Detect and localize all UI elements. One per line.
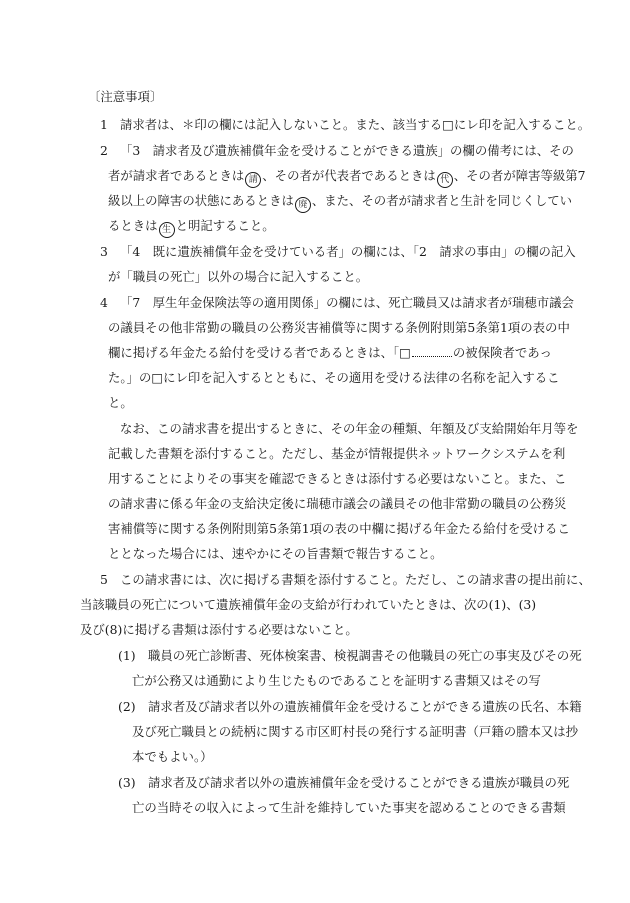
- item-2-line-2: [108, 167, 586, 188]
- item-5-line-3: 及び(8)に掲げる書類は添付する必要はないこと。: [80, 622, 358, 637]
- subitem-3-line-1: 請求者及び請求者以外の遺族補償年金を受けることができる遺族が職員の死: [148, 775, 570, 790]
- text-run: るときは: [108, 218, 158, 233]
- subitem-2-line-2: 及び死亡職員との続柄に関する市区町村長の発行する証明書（戸籍の謄本又は抄: [132, 724, 579, 739]
- item-4-number: 4: [100, 295, 108, 310]
- note-paragraph-line-1: なお、この請求書を提出するときに、その年金の種類、年額及び支給開始年月等を: [120, 421, 579, 436]
- subitem-3-number: (3): [118, 775, 136, 790]
- text-run: 、また、その者が請求者と生計を同じくしてい: [311, 193, 573, 208]
- text-run: 欄に掲げる年金たる給付を受ける者であるときは、「□: [108, 345, 411, 360]
- item-1-text: 請求者は、＊印の欄には記入しないこと。また、該当する□にレ印を記入すること。: [120, 117, 591, 132]
- text-run: 、その者が障害等級第7: [453, 168, 586, 183]
- blank-dotted-line: [412, 347, 452, 357]
- subitem-1-line-2: 亡が公務又は通勤により生じたものであることを証明する書類又はその写: [132, 673, 541, 688]
- item-2-line-1: 「3 請求者及び遺族補償年金を受けることができる遺族」の欄の備考には、その: [120, 143, 574, 158]
- subitem-1-number: (1): [118, 648, 136, 663]
- item-2-line-4: [108, 217, 275, 238]
- item-5-number: 5: [100, 572, 108, 587]
- circled-mark-disabled: 廃: [295, 197, 311, 213]
- text-run: 者が請求者であるときは: [108, 168, 245, 183]
- item-1-number: 1: [100, 117, 108, 132]
- text-run: と明記すること。: [175, 218, 275, 233]
- text-run: 級以上の障害の状態にあるときは: [108, 193, 294, 208]
- item-4-line-2: の議員その他非常勤の職員の公務災害補償等に関する条例附則第5条第1項の表の中: [108, 320, 570, 335]
- item-3-number: 3: [100, 244, 108, 259]
- subitem-2-number: (2): [118, 699, 136, 714]
- item-3-line-2: が「職員の死亡」以外の場合に記入すること。: [108, 269, 369, 284]
- subitem-3-line-2: 亡の当時その収入によって生計を維持していた事実を認めることのできる書類: [132, 800, 566, 815]
- subitem-2-line-3: 本でもよい。）: [132, 749, 213, 764]
- note-paragraph-line-4: の請求書に係る年金の支給決定後に瑞穂市議会の議員その他非常勤の職員の公務災: [108, 496, 567, 511]
- subitem-2-line-1: 請求者及び請求者以外の遺族補償年金を受けることができる遺族の氏名、本籍: [148, 699, 582, 714]
- subitem-1-line-1: 職員の死亡診断書、死体検案書、検視調書その他職員の死亡の事実及びその死: [148, 648, 582, 663]
- item-3-line-1: 「4 既に遺族補償年金を受けている者」の欄には、「2 請求の事由」の欄の記入: [120, 244, 576, 259]
- item-4-line-3: [108, 344, 552, 361]
- note-paragraph-line-5: 害補償等に関する条例附則第5条第1項の表の中欄に掲げる年金たる給付を受けるこ: [108, 521, 570, 536]
- item-5-line-1: この請求書には、次に掲げる書類を添付すること。ただし、この請求書の提出前に、: [120, 572, 591, 587]
- item-2-line-3: [108, 192, 572, 213]
- note-paragraph-line-2: 記載した書類を添付すること。ただし、基金が情報提供ネットワークシステムを利: [108, 446, 566, 461]
- note-paragraph-line-3: 用することによりその事実を確認できるときは添付する必要はないこと。また、こ: [108, 471, 567, 486]
- text-run: の被保険者であっ: [452, 345, 552, 360]
- item-2-number: 2: [100, 143, 108, 158]
- note-paragraph-line-6: ととなった場合には、速やかにその旨書類で報告すること。: [108, 546, 443, 561]
- item-4-line-1: 「7 厚生年金保険法等の適用関係」の欄には、死亡職員又は請求者が瑞穂市議会: [120, 295, 574, 310]
- item-5-line-2: 当該職員の死亡について遺族補償年金の支給が行われていたときは、次の(1)、(3): [80, 597, 537, 612]
- circled-mark-livelihood: 生: [159, 222, 175, 238]
- item-4-line-5: と。: [108, 395, 133, 410]
- item-4-line-4: た。」の□にレ印を記入するとともに、その適用を受ける法律の名称を記入するこ: [108, 370, 560, 385]
- circled-mark-representative: 代: [437, 172, 453, 188]
- section-heading: 〔注意事項〕: [88, 89, 163, 104]
- circled-mark-claimant: 請: [245, 172, 261, 188]
- text-run: 、その者が代表者であるときは: [262, 168, 436, 183]
